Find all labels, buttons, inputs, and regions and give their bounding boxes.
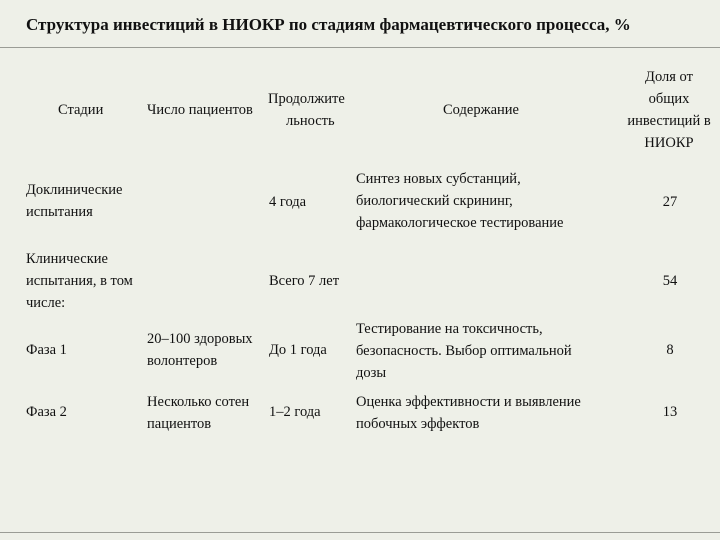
row-duration: 4 года — [269, 194, 307, 210]
row-share: 27 — [662, 194, 678, 210]
header-content: Содержание — [443, 102, 519, 118]
header-duration-line2: льность — [286, 113, 335, 129]
header-share-line2: общих — [648, 91, 690, 107]
row-stage-line1: Доклинические — [26, 182, 123, 198]
row-duration: 1–2 года — [269, 404, 321, 420]
header-share-line3: инвестиций в — [627, 113, 711, 129]
title-divider — [0, 47, 720, 48]
header-stage: Стадии — [58, 102, 104, 118]
row-share: 54 — [662, 273, 678, 289]
header-duration-line1: Продолжите — [268, 91, 345, 107]
row-content-line1: Синтез новых субстанций, — [356, 171, 521, 187]
page-title: Структура инвестиций в НИОКР по стадиям фармацевтического процесса, % — [26, 15, 631, 34]
row-stage: Фаза 2 — [26, 404, 67, 420]
row-content-line1: Оценка эффективности и выявление — [356, 394, 581, 410]
row-share: 13 — [662, 404, 678, 420]
row-share: 8 — [666, 342, 674, 358]
row-duration: Всего 7 лет — [269, 273, 340, 289]
row-patients-line2: пациентов — [147, 416, 212, 432]
row-patients-line1: 20–100 здоровых — [147, 331, 253, 347]
row-content-line2: биологический скрининг, — [356, 193, 513, 209]
row-stage: Фаза 1 — [26, 342, 67, 358]
row-content-line1: Тестирование на токсичность, — [356, 321, 543, 337]
row-content-line2: побочных эффектов — [356, 416, 480, 432]
row-content-line3: фармакологическое тестирование — [356, 215, 564, 231]
row-content-line3: дозы — [356, 365, 387, 381]
header-share-line4: НИОКР — [644, 135, 694, 151]
row-patients-line1: Несколько сотен — [147, 394, 250, 410]
row-stage-line3: числе: — [26, 295, 66, 311]
row-patients-line2: волонтеров — [147, 353, 218, 369]
header-patients: Число пациентов — [147, 102, 253, 118]
header-share-line1: Доля от — [645, 69, 693, 85]
bottom-divider — [0, 532, 720, 533]
row-stage-line1: Клинические — [26, 251, 108, 267]
row-duration: До 1 года — [269, 342, 327, 358]
row-stage-line2: испытания, в том — [26, 273, 133, 289]
row-stage-line2: испытания — [26, 204, 93, 220]
row-content-line2: безопасность. Выбор оптимальной — [356, 343, 572, 359]
